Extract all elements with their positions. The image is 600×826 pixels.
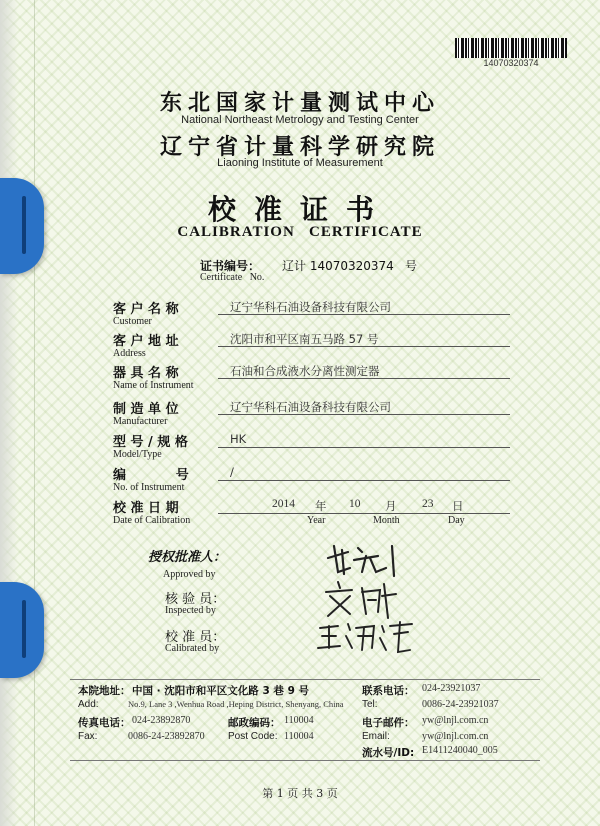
- number-value: /: [230, 465, 234, 479]
- certificate-no-label-cn: 证书编号：: [200, 259, 261, 273]
- approved-label-en: Approved by: [163, 569, 216, 580]
- footer-address-cn-value: 中国 · 沈阳市和平区文化路 3 巷 9 号: [132, 685, 310, 697]
- model-label-en: Model/Type: [113, 449, 162, 460]
- date-label-cn: 校 准 日 期: [113, 501, 179, 516]
- calibrated-label-en: Calibrated by: [165, 643, 220, 654]
- model-value: HK: [230, 432, 247, 446]
- manufacturer-underline: [218, 414, 510, 415]
- date-day-cn: 日: [452, 499, 464, 513]
- manufacturer-label-en: Manufacturer: [113, 416, 168, 427]
- instrument-value: 石油和合成液水分离性测定器: [230, 364, 380, 378]
- instrument-label-en: Name of Instrument: [113, 380, 194, 391]
- institution-name-cn-2: 辽宁省计量科学研究院: [159, 135, 440, 160]
- institution-name-cn-1: 东北国家计量测试中心: [159, 91, 440, 116]
- binder-clip-bottom: [0, 582, 44, 678]
- inspected-label-cn: 核 验 员：: [165, 592, 226, 607]
- footer-email-cn-value: yw@lnjl.com.cn: [422, 715, 489, 726]
- inspected-label-en: Inspected by: [165, 605, 216, 616]
- footer-postcode-cn-label: 邮政编码：: [228, 717, 281, 729]
- footer-address-en-value: No.9, Lane 3 ,Wenhua Road ,Heping District, Shenyang, China: [128, 699, 344, 709]
- footer-email-en-value: yw@lnjl.com.cn: [422, 731, 489, 742]
- approved-label-cn: 授权批准人：: [148, 550, 227, 565]
- date-year-value: 2014: [272, 498, 295, 510]
- date-day-value: 23: [422, 498, 434, 510]
- barcode-number: 14070320374: [483, 58, 539, 68]
- institution-name-en-2: Liaoning Institute of Measurement: [217, 157, 383, 169]
- customer-label-en: Customer: [113, 316, 152, 327]
- date-month-en: Month: [373, 515, 400, 526]
- footer-postcode-cn-value: 110004: [284, 715, 314, 726]
- certificate-title-en: CALIBRATION CERTIFICATE: [177, 224, 423, 240]
- footer-address-en-label: Add:: [78, 699, 99, 710]
- footer-top-rule: [70, 679, 540, 680]
- number-label-en: No. of Instrument: [113, 482, 185, 493]
- number-label-cn: 编 号: [113, 468, 189, 483]
- footer-tel-en-value: 0086-24-23921037: [422, 699, 499, 710]
- address-value: 沈阳市和平区南五马路 57 号: [230, 332, 379, 346]
- manufacturer-label-cn: 制 造 单 位: [113, 402, 179, 417]
- footer-fax-en-label: Fax:: [78, 731, 98, 742]
- model-label-cn: 型 号 / 规 格: [113, 435, 188, 450]
- certificate-no-value: 辽计 14070320374: [282, 259, 394, 273]
- footer-bottom-rule: [70, 760, 540, 761]
- date-year-en: Year: [307, 515, 326, 526]
- date-month-cn: 月: [385, 499, 397, 513]
- address-label-cn: 客 户 地 址: [113, 334, 179, 349]
- footer-tel-en-label: Tel:: [362, 699, 378, 710]
- date-label-en: Date of Calibration: [113, 515, 191, 526]
- address-underline: [218, 346, 510, 347]
- footer-fax-en-value: 0086-24-23892870: [128, 731, 205, 742]
- footer-serial-label: 流水号/ID:: [362, 747, 415, 759]
- institution-name-en-1: National Northeast Metrology and Testing Center: [181, 114, 419, 126]
- certificate-no-suffix: 号: [405, 259, 418, 273]
- binder-slot: [22, 600, 26, 658]
- certificate-no-label-en: Certificate No.: [200, 272, 265, 283]
- date-year-cn: 年: [315, 499, 327, 513]
- footer-serial-value: E1411240040_005: [422, 745, 498, 756]
- number-underline: [218, 480, 510, 481]
- footer-email-cn-label: 电子邮件：: [362, 717, 415, 729]
- footer-fax-cn-value: 024-23892870: [132, 715, 191, 726]
- barcode: [455, 38, 567, 58]
- instrument-underline: [218, 378, 510, 379]
- footer-address-cn-label: 本院地址：: [78, 685, 131, 697]
- calibrator-signature: [316, 618, 416, 662]
- footer-tel-cn-value: 024-23921037: [422, 683, 481, 694]
- customer-underline: [218, 314, 510, 315]
- footer-tel-cn-label: 联系电话：: [362, 685, 415, 697]
- date-day-en: Day: [448, 515, 465, 526]
- address-label-en: Address: [113, 348, 146, 359]
- certificate-title-cn: 校准证书: [207, 193, 392, 226]
- model-underline: [218, 447, 510, 448]
- instrument-label-cn: 器 具 名 称: [113, 366, 179, 381]
- footer-postcode-en-label: Post Code:: [228, 731, 278, 742]
- footer-fax-cn-label: 传真电话：: [78, 717, 131, 729]
- date-month-value: 10: [349, 498, 361, 510]
- page-indicator: 第 1 页 共 3 页: [262, 787, 338, 800]
- footer-email-en-label: Email:: [362, 731, 390, 742]
- footer-postcode-en-value: 110004: [284, 731, 314, 742]
- manufacturer-value: 辽宁华科石油设备科技有限公司: [230, 400, 391, 414]
- customer-label-cn: 客 户 名 称: [113, 302, 179, 317]
- date-underline: [218, 513, 510, 514]
- calibrated-label-cn: 校 准 员：: [165, 630, 226, 645]
- customer-value: 辽宁华科石油设备科技有限公司: [230, 300, 391, 314]
